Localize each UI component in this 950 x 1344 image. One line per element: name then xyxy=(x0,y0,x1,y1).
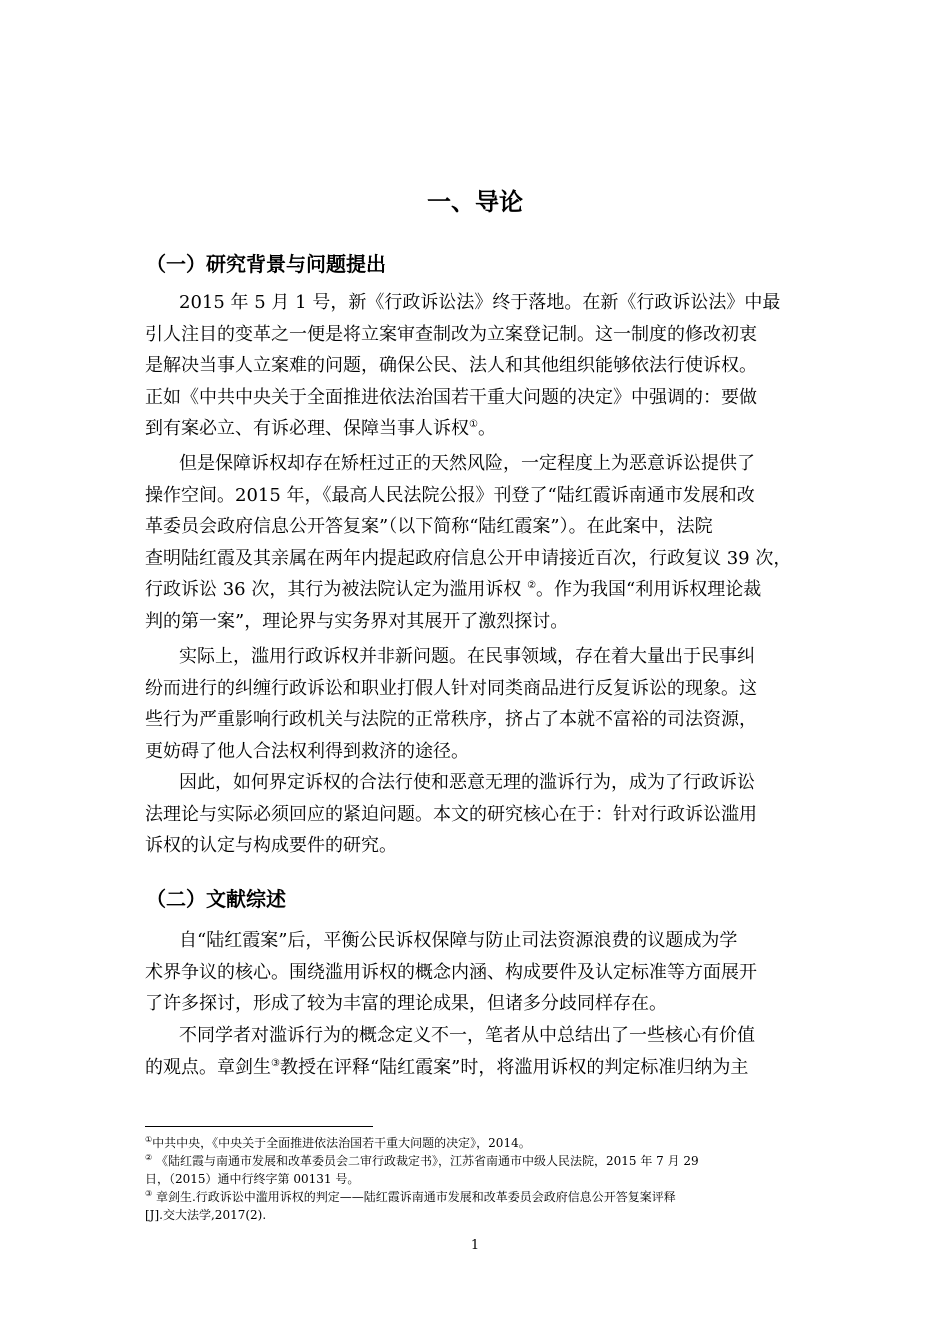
text-line: 更妨碍了他人合法权利得到救济的途径。 xyxy=(145,740,469,762)
text-fragment: 到有案必立、有诉必理、保障当事人诉权 xyxy=(145,418,469,439)
chapter-title: 一、导论 xyxy=(427,188,523,216)
text-fragment: 。作为我国“利用诉权理论裁 xyxy=(536,579,762,600)
text-fragment: 行政诉讼 36 次，其行为被法院认定为滥用诉权 xyxy=(145,579,528,600)
footnote-text: 《陆红霞与南通市发展和改革委员会二审行政裁定书》，江苏省南通市中级人民法院，2015 年 7 月 29 xyxy=(152,1154,699,1168)
footnote-mark: ① xyxy=(145,1135,153,1144)
text-line: 2015 年 5 月 1 号，新《行政诉讼法》终于落地。在新《行政诉讼法》中最 xyxy=(179,292,781,313)
paragraph-6 xyxy=(145,1020,805,1083)
text-line xyxy=(145,1052,805,1084)
text-line: 纷而进行的纠缠行政诉讼和职业打假人针对同类商品进行反复诉讼的现象。这 xyxy=(145,677,757,699)
text-line xyxy=(145,574,805,606)
section-title-literature: （二）文献综述 xyxy=(146,887,286,911)
text-line: 因此，如何界定诉权的合法行使和恶意无理的滥诉行为，成为了行政诉讼 xyxy=(179,772,755,793)
text-line: 革委员会政府信息公开答复案”（以下简称“陆红霞案”）。在此案中，法院 xyxy=(145,516,713,537)
paragraph-4 xyxy=(145,767,805,862)
footnote-text: 中共中央，《中央关于全面推进依法治国若干重大问题的决定》，2014。 xyxy=(152,1136,531,1150)
text-line: 自“陆红霞案”后，平衡公民诉权保障与防止司法资源浪费的议题成为学 xyxy=(179,930,738,951)
footnote-mark: ② xyxy=(145,1153,153,1162)
text-fragment: 的观点。章剑生 xyxy=(145,1056,271,1078)
footnote-1 xyxy=(145,1134,805,1152)
footnote-mark: ③ xyxy=(145,1189,153,1198)
footnote-text: 章剑生.行政诉讼中滥用诉权的判定——陆红霞诉南通市发展和改革委员会政府信息公开答复案评释 xyxy=(152,1190,676,1204)
text-fragment: 教授在评释“陆红霞案”时，将滥用诉权的判定标准归纳为主 xyxy=(279,1056,749,1078)
text-line: 实际上，滥用行政诉权并非新问题。在民事领域，存在着大量出于民事纠 xyxy=(179,646,755,667)
section-title-background: （一）研究背景与问题提出 xyxy=(146,252,386,276)
footnote-3 xyxy=(145,1188,805,1206)
text-line: 引人注目的变革之一便是将立案审查制改为立案登记制。这一制度的修改初衷 xyxy=(145,323,757,345)
footnote-3-continued: [J].交大法学,2017(2). xyxy=(145,1208,267,1222)
text-line: 术界争议的核心。围绕滥用诉权的概念内涵、构成要件及认定标准等方面展开 xyxy=(145,961,757,983)
text-line: 了许多探讨，形成了较为丰富的理论成果，但诸多分歧同样存在。 xyxy=(145,993,667,1014)
text-line: 诉权的认定与构成要件的研究。 xyxy=(145,835,397,856)
text-line: 查明陆红霞及其亲属在两年内提起政府信息公开申请接近百次，行政复议 39 次， xyxy=(145,547,792,569)
text-line: 正如《中共中央关于全面推进依法治国若干重大问题的决定》中强调的：要做 xyxy=(145,386,757,408)
footnotes xyxy=(145,1134,805,1224)
text-line: 是解决当事人立案难的问题，确保公民、法人和其他组织能够依法行使诉权。 xyxy=(145,355,757,376)
paragraph-5 xyxy=(145,925,805,1020)
footnote-ref-3[interactable]: ③ xyxy=(271,1057,280,1069)
text-line: 但是保障诉权却存在矫枉过正的天然风险，一定程度上为恶意诉讼提供了 xyxy=(179,453,755,474)
text-fragment: 。 xyxy=(477,418,496,439)
paragraph-3 xyxy=(145,641,805,767)
text-line: 判的第一案”，理论界与实务界对其展开了激烈探讨。 xyxy=(145,610,569,632)
text-line: 些行为严重影响行政机关与法院的正常秩序，挤占了本就不富裕的司法资源， xyxy=(145,709,757,730)
paragraph-2 xyxy=(145,448,805,637)
paragraph-1 xyxy=(145,287,805,445)
text-line xyxy=(145,413,805,445)
footnote-2 xyxy=(145,1152,805,1170)
page-number: 1 xyxy=(470,1238,480,1253)
text-line: 法理论与实际必须回应的紧迫问题。本文的研究核心在于：针对行政诉讼滥用 xyxy=(145,803,757,825)
footnote-ref-1[interactable]: ① xyxy=(469,419,478,430)
footnote-ref-2[interactable]: ② xyxy=(527,580,537,591)
text-line: 操作空间。2015 年，《最高人民法院公报》刊登了“陆红霞诉南通市发展和改 xyxy=(145,484,755,506)
footnote-separator xyxy=(145,1126,373,1127)
text-line: 不同学者对滥诉行为的概念定义不一，笔者从中总结出了一些核心有价值 xyxy=(179,1025,755,1046)
footnote-2-continued: 日，（2015）通中行终字第 00131 号。 xyxy=(145,1172,360,1186)
